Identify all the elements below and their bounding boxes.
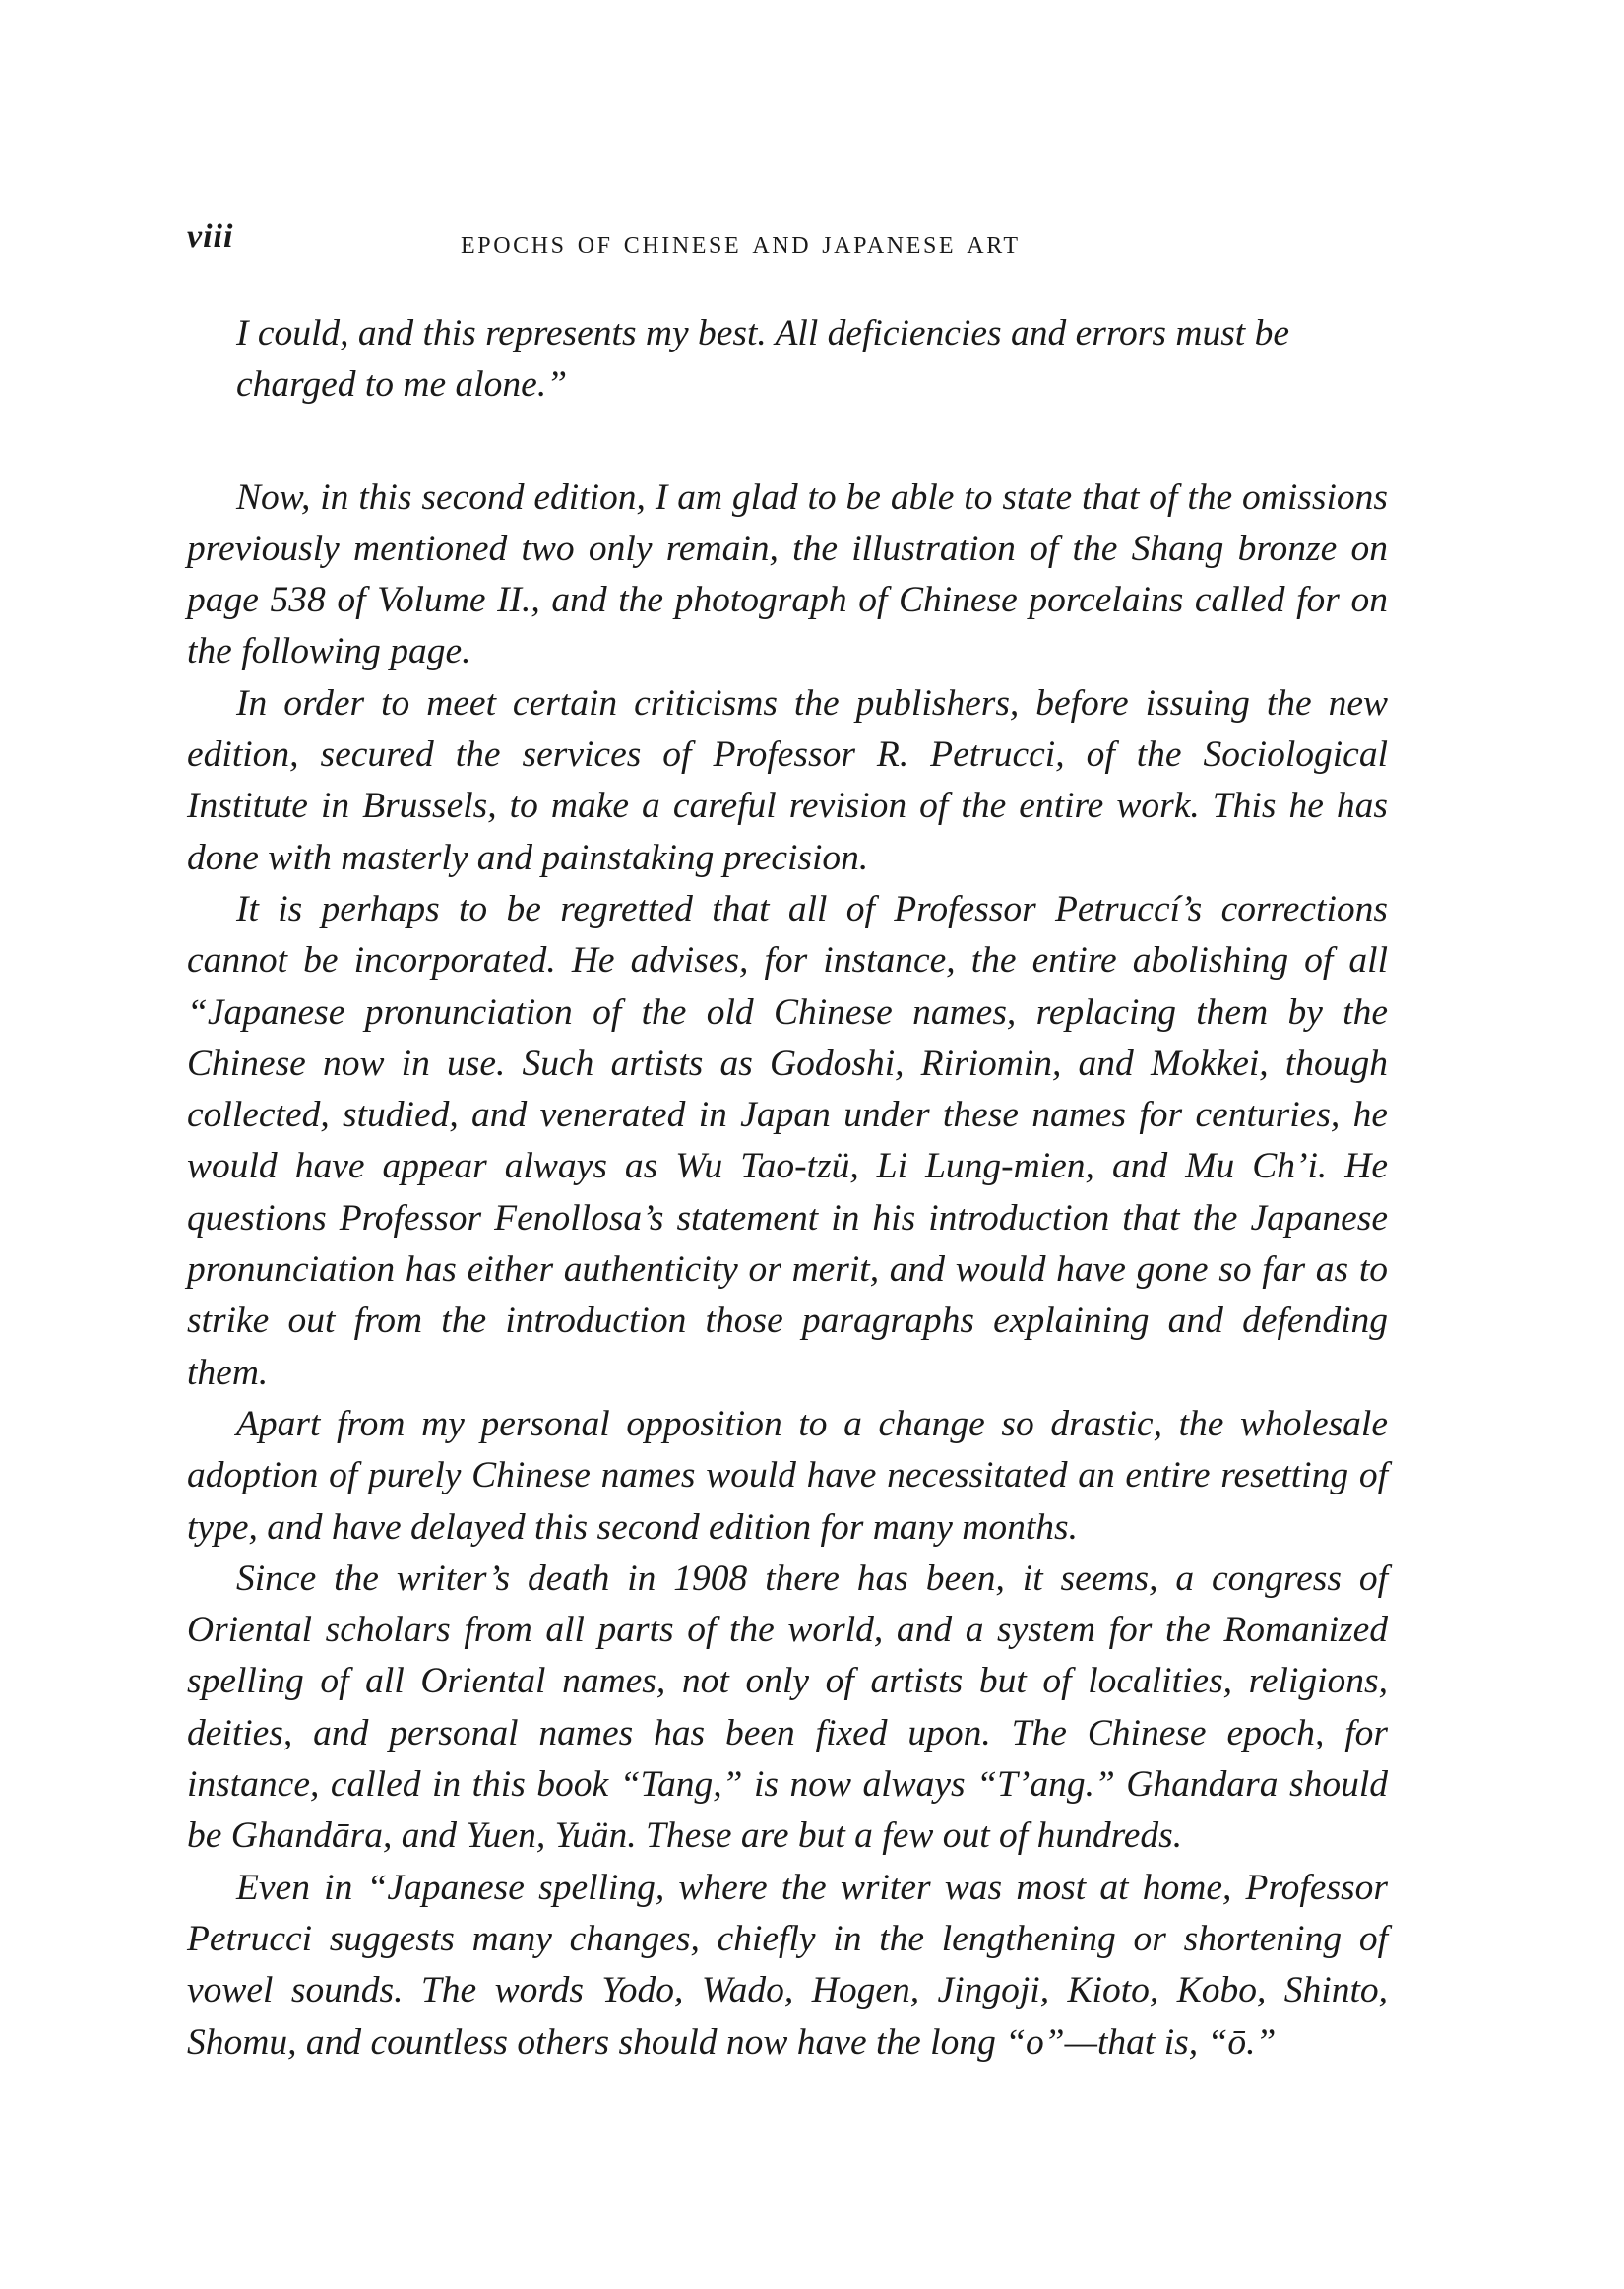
quote-line: charged to me alone.” (236, 364, 568, 406)
body-text (187, 308, 1388, 2068)
quote-line: I could, and this represents my best. All deficiencies and errors must be (236, 313, 1289, 353)
paragraph-japanese-spelling: Even in “Japanese spelling, where the writer was most at home, Professor Petrucci suggests many changes, chiefly in the lengthening or shortening of vowel sounds. The words Yodo, Wado, Hogen, Jingoji, Kioto, Kobo, Shinto, Shomu, and countless others should now have the long “o”—that is, “ō.” (187, 1867, 1388, 2063)
closing-quote (236, 308, 1388, 412)
paragraph-romanized-spelling: Since the writer’s death in 1908 there has been, it seems, a congress of Oriental scholars from all parts of the world, and a system for the Romanized spelling of all Oriental names, not only of artists but of localities, religions, deities, and personal names has been fixed upon. The Chinese epoch, for instance, called in this book “Tang,” is now always “T’ang.” Ghandara should be Ghandāra, and Yuen, Yuän. These are but a few out of hundreds. (187, 1558, 1388, 1857)
book-title: epochs of chinese and japanese art (461, 224, 1021, 261)
paragraph-second-edition: Now, in this second edition, I am glad to be able to state that of the omissions previously mentioned two only remain, the illustration of the Shang bronze on page 538 of Volume II., and the photograph of Chinese porcelains called for on the following page. (187, 477, 1388, 672)
paragraph-petrucci-revision: In order to meet certain criticisms the publishers, before issuing the new edition, secured the services of Professor R. Petrucci, of the Sociological Institute in Brussels, to make a careful revision of the entire work. This he has done with masterly and painstaking precision. (187, 682, 1388, 878)
running-head (187, 219, 1388, 266)
page-number: viii (187, 219, 234, 255)
paragraph-opposition: Apart from my personal opposition to a change so drastic, the wholesale adoption of purely Chinese names would have necessitated an entire resetting of type, and have delayed this second edition for many months. (187, 1403, 1388, 1548)
paragraph-corrections: It is perhaps to be regretted that all of Professor Petruccí’s corrections cannot be incorporated. He advises, for instance, the entire abolishing of all “Japanese pronunciation of the old Chinese names, replacing them by the Chinese now in use. Such artists as Godoshi, Ririomin, and Mokkei, though collected, studied, and venerated in Japan under these names for centuries, he would have appear always as Wu Tao-tzü, Li Lung-mien, and Mu Ch’i. He questions Professor Fenollosa’s statement in his introduction that the Japanese pronunciation has either authenticity or merit, and would have gone so far as to strike out from the introduction those paragraphs explaining and defending them. (187, 888, 1388, 1393)
